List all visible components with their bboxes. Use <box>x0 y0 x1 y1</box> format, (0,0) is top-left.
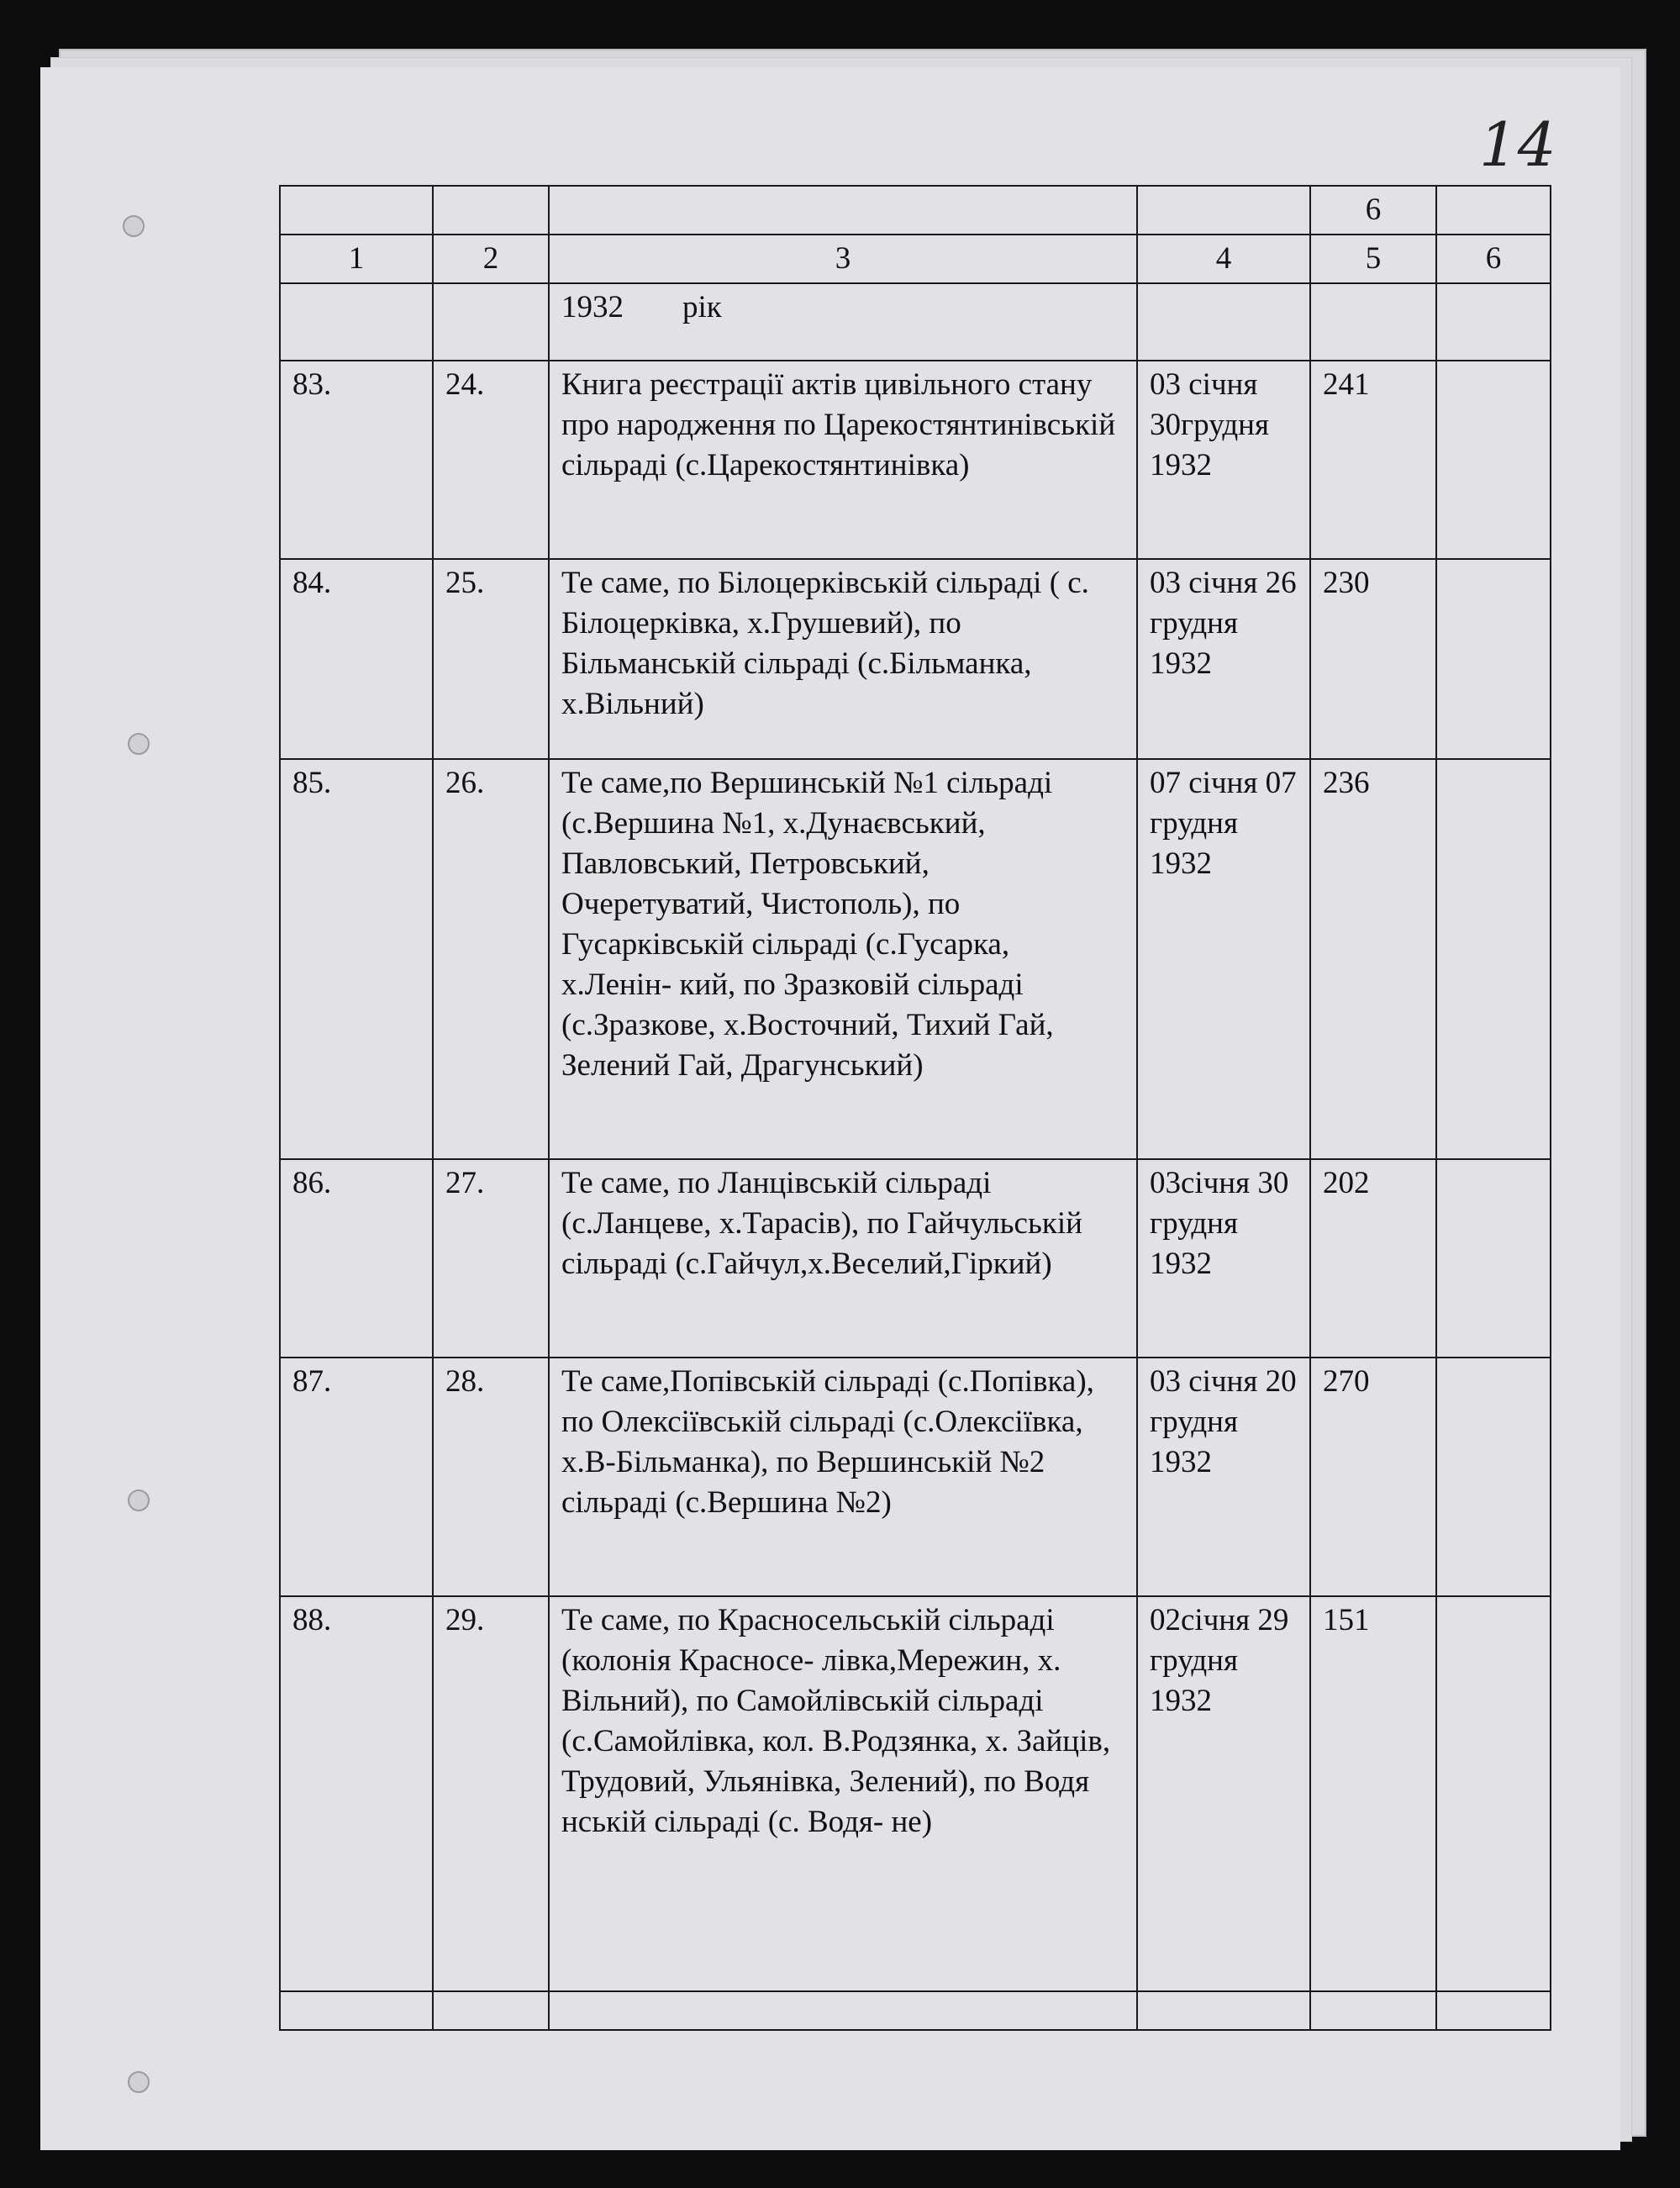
item-number: 25. <box>433 559 549 759</box>
date-range: 03 січня 20 грудня 1932 <box>1137 1358 1310 1596</box>
item-number: 27. <box>433 1159 549 1358</box>
table-row <box>280 759 1551 1159</box>
row-number: 86. <box>280 1159 433 1358</box>
description: Те саме, по Білоцерківській сільраді ( с. Білоцерківка, х.Грушевий), по Більманській сільраді (с.Більманка, х.Вільний) <box>549 559 1137 759</box>
description: Те саме,по Вершинській №1 сільраді (с.Вершина №1, х.Дунаєвський, Павловський, Петровський, Очеретуватий, Чистополь), по Гусарківській сільраді (с.Гусарка, х.Ленін- кий, по Зразковій сільраді (с.Зразкове, х.Восточний, Тихий Гай, Зелений Гай, Драгунський) <box>549 759 1137 1159</box>
header-top-row <box>280 186 1551 235</box>
table-row <box>280 1159 1551 1358</box>
header-cell <box>433 186 549 235</box>
handwritten-page-number: 14 <box>1479 109 1556 180</box>
description: Те саме, по Ланцівській сільраді (с.Ланцеве, х.Тарасів), по Гайчульській сільраді (с.Гайчул,х.Веселий,Гіркий) <box>549 1159 1137 1358</box>
empty-cell <box>1436 1991 1551 2030</box>
year-cell-empty <box>1137 283 1310 361</box>
date-range: 03січня 30 грудня 1932 <box>1137 1159 1310 1358</box>
sheet-count: 202 <box>1310 1159 1436 1358</box>
punch-hole <box>128 733 150 755</box>
year-cell-empty <box>433 283 549 361</box>
note <box>1436 1159 1551 1358</box>
empty-cell <box>549 1991 1137 2030</box>
column-number: 4 <box>1137 235 1310 283</box>
header-cell <box>549 186 1137 235</box>
date-range: 03 січня 30грудня 1932 <box>1137 361 1310 559</box>
item-number: 28. <box>433 1358 549 1596</box>
description: Те саме, по Красносельській сільраді (колонія Красносе- лівка,Мережин, х. Вільний), по Самойлівській сільраді (с.Самойлівка, кол. В.Родзянка, х. Зайців, Трудовий, Ульянівка, Зелений), по Водя нській сільраді (с. Водя- не) <box>549 1596 1137 1991</box>
punch-hole <box>123 215 145 237</box>
column-number: 5 <box>1310 235 1436 283</box>
punch-hole <box>128 2071 150 2093</box>
note <box>1436 1358 1551 1596</box>
date-range: 02січня 29 грудня 1932 <box>1137 1596 1310 1991</box>
register-table <box>279 185 1551 2031</box>
column-number: 1 <box>280 235 433 283</box>
item-number: 29. <box>433 1596 549 1991</box>
column-number: 3 <box>549 235 1137 283</box>
year-cell-empty <box>1310 283 1436 361</box>
date-range: 07 січня 07 грудня 1932 <box>1137 759 1310 1159</box>
year-cell <box>549 283 1137 361</box>
table-row <box>280 361 1551 559</box>
year-cell-empty <box>1436 283 1551 361</box>
sheet-count: 241 <box>1310 361 1436 559</box>
row-number: 83. <box>280 361 433 559</box>
empty-cell <box>1137 1991 1310 2030</box>
sheet-count: 151 <box>1310 1596 1436 1991</box>
punch-hole <box>128 1489 150 1511</box>
year-word: рік <box>682 290 722 324</box>
empty-cell <box>1310 1991 1436 2030</box>
note <box>1436 1596 1551 1991</box>
year-row <box>280 283 1551 361</box>
column-number: 6 <box>1436 235 1551 283</box>
table-row <box>280 1596 1551 1991</box>
column-number: 2 <box>433 235 549 283</box>
empty-cell <box>280 1991 433 2030</box>
row-number: 88. <box>280 1596 433 1991</box>
row-number: 84. <box>280 559 433 759</box>
date-range: 03 січня 26 грудня 1932 <box>1137 559 1310 759</box>
header-cell <box>1436 186 1551 235</box>
note <box>1436 759 1551 1159</box>
sheet-count: 236 <box>1310 759 1436 1159</box>
empty-cell <box>433 1991 549 2030</box>
year-cell-empty <box>280 283 433 361</box>
description: Книга реєстрації актів цивільного стану про народження по Царекостянтинівській сільраді (с.Царекостянтинівка) <box>549 361 1137 559</box>
header-cell <box>1137 186 1310 235</box>
year-value: 1932 <box>561 290 624 324</box>
header-cell: 6 <box>1310 186 1436 235</box>
description: Те саме,Попівській сільраді (с.Попівка), по Олексіївській сільраді (с.Олексіївка, х.В-Більманка), по Вершинській №2 сільраді (с.Вершина №2) <box>549 1358 1137 1596</box>
column-number-row <box>280 235 1551 283</box>
header-cell <box>280 186 433 235</box>
table-row <box>280 559 1551 759</box>
empty-row <box>280 1991 1551 2030</box>
row-number: 85. <box>280 759 433 1159</box>
note <box>1436 361 1551 559</box>
sheet-count: 230 <box>1310 559 1436 759</box>
table-row <box>280 1358 1551 1596</box>
item-number: 24. <box>433 361 549 559</box>
item-number: 26. <box>433 759 549 1159</box>
note <box>1436 559 1551 759</box>
row-number: 87. <box>280 1358 433 1596</box>
sheet-count: 270 <box>1310 1358 1436 1596</box>
